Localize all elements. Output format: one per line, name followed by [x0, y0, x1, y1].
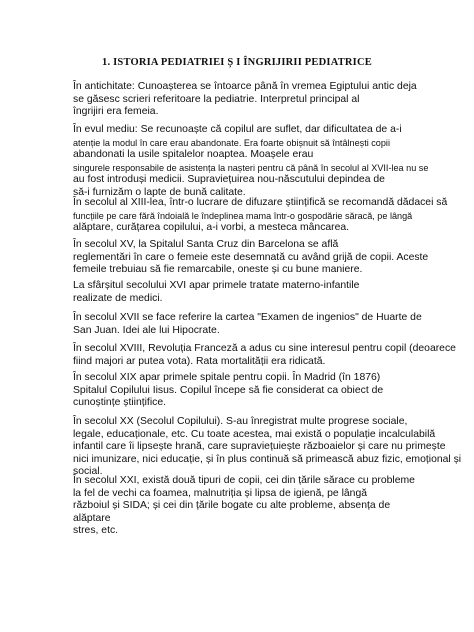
paragraph-20th-century: [73, 416, 462, 479]
text-line: cunoștințe științifice.: [73, 397, 166, 409]
text-line: În secolul XIX apar primele spitale pentru copii. În Madrid (în 1876): [73, 372, 381, 383]
text-line: În secolul XVII se face referire la cartea "Examen de ingenios" de Huarte de: [73, 312, 422, 323]
text-line: femeile trebuiau să fie remarcabile, oneste și cu bune maniere.: [73, 264, 363, 276]
text-line: fiind majori ar putea vota). Rata mortalității era ridicată.: [73, 355, 326, 367]
text-line: social.: [73, 466, 103, 478]
text-line: funcțiile pe care fără îndoială le îndeplinea mama într-o gospodărie săracă, pe lângă: [73, 210, 413, 221]
paragraph-18th-century: [73, 343, 456, 368]
paragraph-15th-century: [73, 239, 433, 277]
text-line: războiul și SIDA; și cei din țările bogate cu alte probleme, absența de: [73, 500, 391, 512]
text-line: să-i furnizăm o lapte de bună calitate.: [73, 186, 246, 198]
text-line: abandonati la usile spitalelor noaptea. Moașele erau: [73, 149, 314, 161]
text-line: În secolul XVIII, Revoluția Franceză a adus cu sine interesul pentru copil (deoarece: [73, 343, 456, 354]
text-line: au fost introduși medicii. Supraviețuirea nou-născutului depindea de: [73, 174, 385, 186]
paragraph-19th-century: [73, 372, 433, 410]
text-line: San Juan. Idei ale lui Hipocrate.: [73, 324, 220, 336]
chapter-title: 1. ISTORIA PEDIATRIEI Ș I ÎNGRIJIRII PEDIATRICE: [102, 57, 372, 68]
text-line: În secolul XV, la Spitalul Santa Cruz din Barcelona se află: [73, 239, 339, 250]
text-line: alăptare: [73, 512, 111, 524]
text-line: alăptare, curățarea copilului, a-i vorbi, a mesteca mâncarea.: [73, 222, 350, 234]
text-line: legale, educaționale, etc. Cu toate acestea, mai există o populație incalculabilă: [73, 428, 436, 440]
text-line: atenție la modul în care erau abandonate. Era foarte obișnuit să întâlnești copii: [73, 137, 390, 148]
text-line: În antichitate: Cunoașterea se întoarce până în vremea Egiptului antic deja: [73, 81, 417, 92]
text-line: În secolul XXI, există două tipuri de copii, cei din țările sărace cu probleme: [73, 475, 415, 486]
paragraph-13th-century: [73, 197, 448, 235]
text-line: la fel de vechi ca foamea, malnutriția și lipsa de igienă, pe lângă: [73, 487, 367, 499]
paragraph-21st-century: [73, 475, 433, 538]
text-line: Spitalul Copilului Iisus. Copilul începe să fie considerat ca obiect de: [73, 384, 384, 396]
text-line: La sfârșitul secolului XVI apar primele tratate materno-infantile: [73, 280, 360, 291]
text-line: se găsesc scrieri referitoare la pediatrie. Interpretul principal al: [73, 93, 360, 105]
text-line: singurele responsabile de asistența la nașteri pentru că până în secolul al XVII-lea nu se: [73, 162, 429, 173]
text-line: În secolul XX (Secolul Copilului). S-au înregistrat multe progrese sociale,: [73, 416, 408, 427]
paragraph-16th-century: [73, 280, 433, 305]
text-line: În secolul al XIII-lea, într-o lucrare de difuzare științifică se recomandă dădacei să: [73, 197, 448, 208]
text-line: nici imunizare, nici educație, și în plus continuă să primească abuz fizic, emoțional și: [73, 453, 462, 465]
text-line: stres, etc.: [73, 525, 119, 537]
paragraph-antiquity: [73, 81, 433, 119]
text-line: reglementări în care o femeie este desemnată cu având grijă de copii. Aceste: [73, 251, 429, 263]
text-line: În evul mediu: Se recunoaște că copilul are suflet, dar dificultatea de a-i: [73, 124, 402, 135]
paragraph-middle-ages: [73, 124, 433, 200]
text-line: îngrijiri era femeia.: [73, 106, 159, 118]
text-line: realizate de medici.: [73, 292, 163, 304]
paragraph-17th-century: [73, 312, 433, 337]
text-line: infantil care îi lipsește hrană, care supraviețuiește războaielor și care nu primește: [73, 441, 446, 453]
